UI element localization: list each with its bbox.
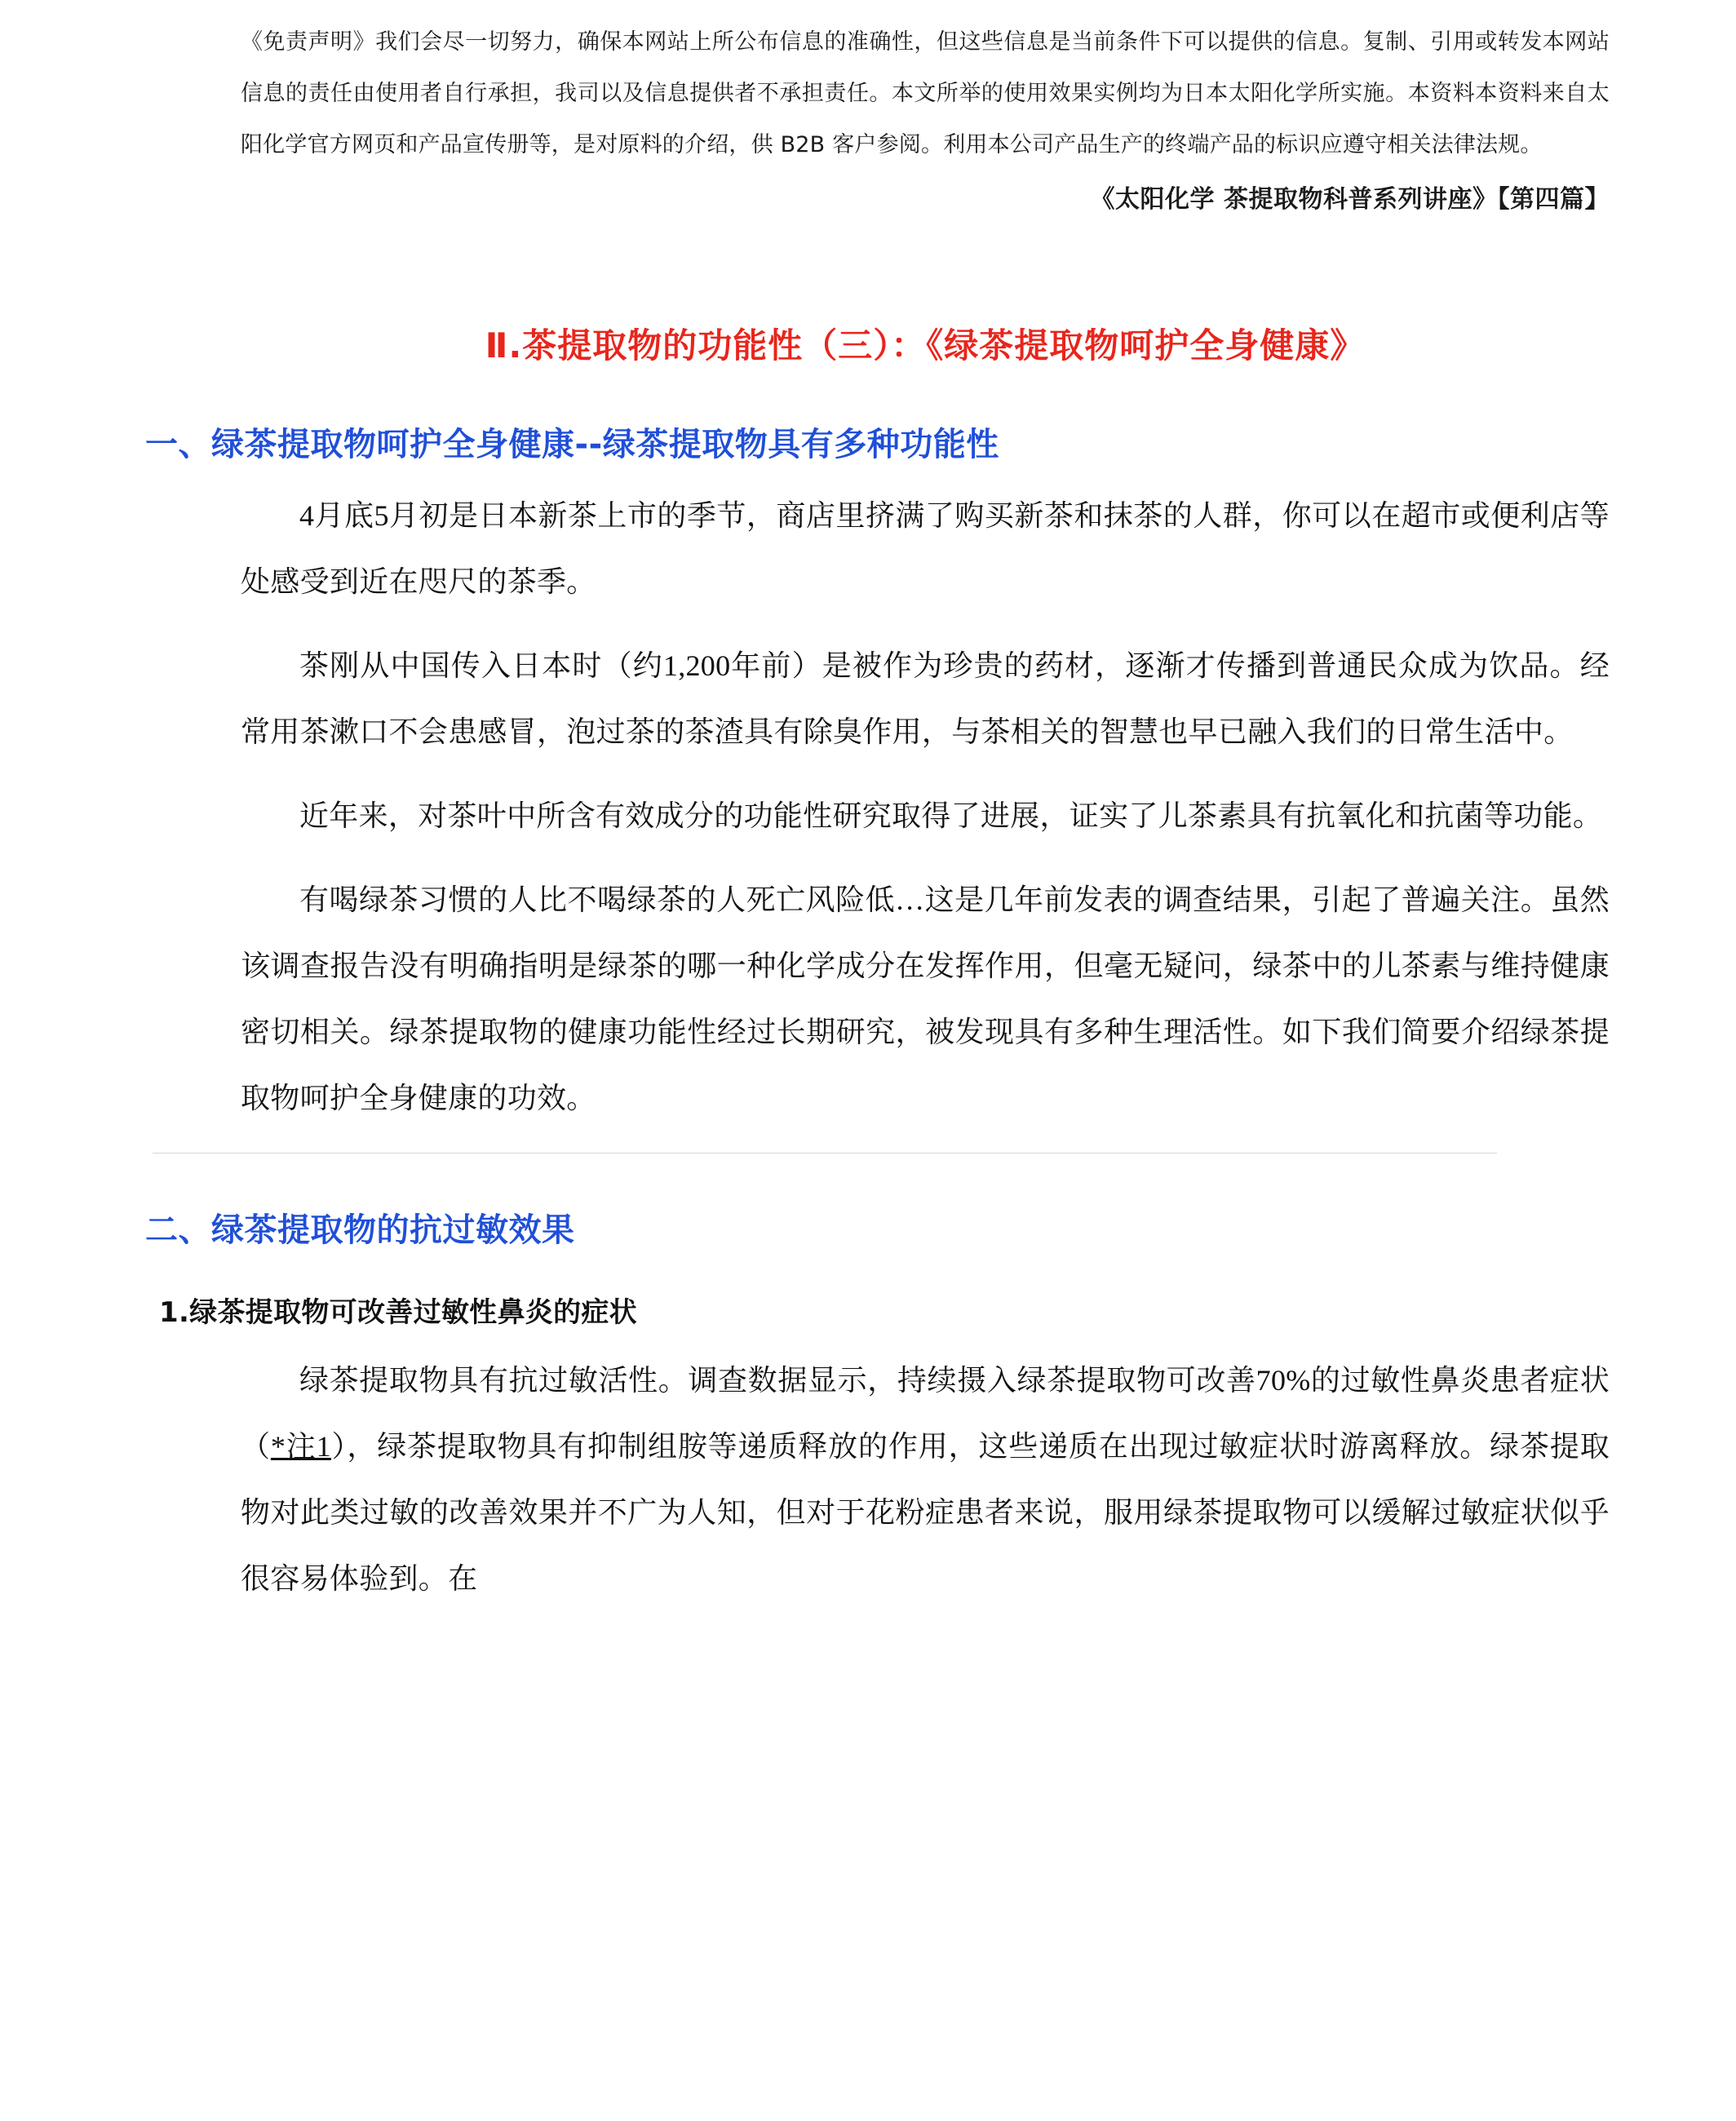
subsection-heading-one: 1.绿茶提取物可改善过敏性鼻炎的症状	[159, 1296, 637, 1329]
paragraph-4: 有喝绿茶习惯的人比不喝绿茶的人死亡风险低…这是几年前发表的调查结果，引起了普遍关注。虽然该调查报告没有明确指明是绿茶的哪一种化学成分在发挥作用，但毫无疑问，绿茶中的儿茶素与维持健康密切相关。绿茶提取物的健康功能性经过长期研究，被发现具有多种生理活性。如下我们简要介绍绿茶提取物呵护全身健康的功效。	[241, 883, 1610, 1114]
section-heading-two: 二、绿茶提取物的抗过敏效果	[145, 1211, 575, 1249]
section-heading-one: 一、绿茶提取物呵护全身健康--绿茶提取物具有多种功能性	[145, 426, 999, 463]
paragraph-5	[241, 1348, 1610, 1612]
disclaimer-text: 《免责声明》我们会尽一切努力，确保本网站上所公布信息的准确性，但这些信息是当前条件下可以提供的信息。复制、引用或转发本网站信息的责任由使用者自行承担，我司以及信息提供者不承担责任。本文所举的使用效果实例均为日本太阳化学所实施。本资料本资料来自太阳化学官方网页和产品宣传册等，是对原料的介绍，供 B2B 客户参阅。利用本公司产品生产的终端产品的标识应遵守相关法律法规。	[241, 29, 1610, 157]
paragraph-5-suffix: ），绿茶提取物具有抑制组胺等递质释放的作用，这些递质在出现过敏症状时游离释放。绿茶提取物对此类过敏的改善效果并不广为人知，但对于花粉症患者来说，服用绿茶提取物可以缓解过敏症状似乎很容易体验到。在	[241, 1430, 1610, 1595]
paragraph-1: 4月底5月初是日本新茶上市的季节，商店里挤满了购买新茶和抹茶的人群，你可以在超市或便利店等处感受到近在咫尺的茶季。	[241, 499, 1610, 598]
series-label: 《太阳化学 茶提取物科普系列讲座》【第四篇】	[1090, 185, 1610, 214]
note-reference-link[interactable]: *注1	[270, 1430, 331, 1463]
paragraph-5-prefix: 绿茶提取物具有抗过敏活性。调查数据显示，持续摄入绿茶提取物可改善70%的过敏性鼻炎患者症状（	[241, 1364, 1610, 1463]
page-title: Ⅱ.茶提取物的功能性（三）：《绿茶提取物呵护全身健康》	[485, 325, 1366, 365]
disclaimer-block	[241, 16, 1610, 170]
paragraph-2: 茶刚从中国传入日本时（约1,200年前）是被作为珍贵的药材，逐渐才传播到普通民众成为饮品。经常用茶漱口不会患感冒，泡过茶的茶渣具有除臭作用，与茶相关的智慧也早已融入我们的日常生活中。	[241, 649, 1610, 748]
paragraph-3: 近年来，对茶叶中所含有效成分的功能性研究取得了进展，证实了儿茶素具有抗氧化和抗菌等功能。	[299, 799, 1603, 832]
